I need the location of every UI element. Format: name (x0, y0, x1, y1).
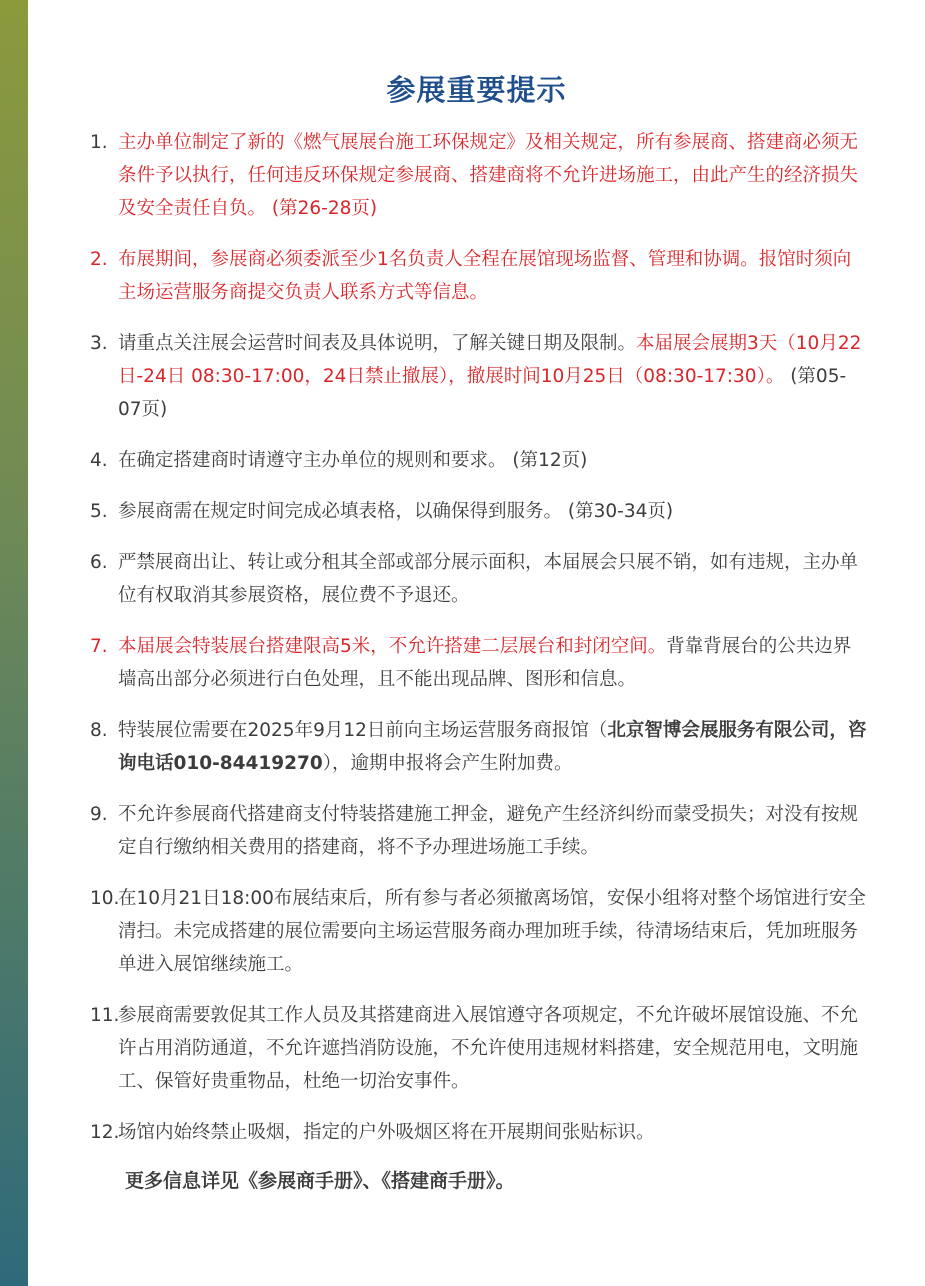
item-emphasis-text: 本届展会展期3天（10月22日-24日 08:30-17:00，24日禁止撤展），撤展时间10月25日（08:30-17:30）。 (118, 333, 862, 387)
item-text: 参展商需在规定时间完成必填表格，以确保得到服务。 (118, 501, 563, 522)
item-text: 参展商需要敦促其工作人员及其搭建商进入展馆遵守各项规定，不允许破坏展馆设施、不允许占用消防通道，不允许遮挡消防设施，不允许使用违规材料搭建，安全规范用电，文明施工、保管好贵重物品，杜绝一切治安事件。 (118, 1005, 859, 1092)
notice-item-1 (90, 126, 868, 225)
item-number: 4. (90, 450, 108, 471)
notice-item-8 (90, 714, 868, 780)
item-emphasis-text: 布展期间，参展商必须委派至少1名负责人全程在展馆现场监督、管理和协调。报馆时须向主场运营服务商提交负责人联系方式等信息。 (118, 249, 852, 303)
notice-page (28, 0, 925, 1286)
item-number: 11. (90, 1005, 120, 1026)
item-text: 严禁展商出让、转让或分租其全部或部分展示面积，本届展会只展不销，如有违规，主办单位有权取消其参展资格，展位费不予退还。 (118, 552, 859, 606)
item-number: 2. (90, 249, 108, 270)
notice-item-2 (90, 243, 868, 309)
page-title: 参展重要提示 (386, 73, 567, 107)
item-text-tail: ），逾期申报将会产生附加费。 (322, 753, 573, 774)
item-text: 请重点关注展会运营时间表及具体说明，了解关键日期及限制。 (118, 333, 637, 354)
notice-item-4 (90, 444, 868, 477)
item-text: 特装展位需要在2025年9月12日前向主场运营服务商报馆（ (118, 720, 608, 741)
item-text: 不允许参展商代搭建商支付特装搭建施工押金，避免产生经济纠纷而蒙受损失；对没有按规定自行缴纳相关费用的搭建商，将不予办理进场施工手续。 (118, 804, 859, 858)
item-number: 5. (90, 501, 108, 522)
item-number: 8. (90, 720, 108, 741)
notice-item-12 (90, 1116, 868, 1149)
notice-item-10 (90, 882, 868, 981)
item-number: 3. (90, 333, 108, 354)
item-number: 6. (90, 552, 108, 573)
item-text: 背靠背展台的公共边界墙高出部分必须进行白色处理，且不能出现品牌、图形和信息。 (118, 636, 852, 690)
item-text: 场馆内始终禁止吸烟，指定的户外吸烟区将在开展期间张贴标识。 (118, 1122, 655, 1143)
item-number: 7. (90, 636, 108, 657)
notice-list (90, 126, 868, 1167)
item-number: 10. (90, 888, 120, 909)
item-number: 9. (90, 804, 108, 825)
item-emphasis-text: 主办单位制定了新的《燃气展展台施工环保规定》及相关规定，所有参展商、搭建商必须无条件予以执行，任何违反环保规定参展商、搭建商将不允许进场施工，由此产生的经济损失及安全责任自负。 (118, 132, 859, 219)
item-number: 12. (90, 1122, 120, 1143)
notice-item-11 (90, 999, 868, 1098)
item-page-ref: (第30-34页) (562, 501, 674, 522)
notice-item-3 (90, 327, 868, 426)
item-page-ref: (第05-07页) (118, 366, 847, 420)
notice-item-5 (90, 495, 868, 528)
notice-item-9 (90, 798, 868, 864)
item-text: 在10月21日18:00布展结束后，所有参与者必须撤离场馆，安保小组将对整个场馆进行安全清扫。未完成搭建的展位需要向主场运营服务商办理加班手续，待清场结束后，凭加班服务单进入展馆继续施工。 (118, 888, 866, 975)
notice-item-6 (90, 546, 868, 612)
footer-note: 更多信息详见《参展商手册》、《搭建商手册》。 (125, 1170, 515, 1192)
item-emphasis-text: 本届展会特装展台搭建限高5米，不允许搭建二层展台和封闭空间。 (118, 636, 667, 657)
item-text: 在确定搭建商时请遵守主办单位的规则和要求。 (118, 450, 507, 471)
notice-item-7 (90, 630, 868, 696)
item-bold-contact: 北京智博会展服务有限公司，咨询电话010-84419270 (118, 720, 867, 774)
item-number: 1. (90, 132, 108, 153)
decorative-side-bar (0, 0, 28, 1286)
item-page-ref: (第26-28页) (266, 198, 378, 219)
item-page-ref: (第12页) (506, 450, 588, 471)
